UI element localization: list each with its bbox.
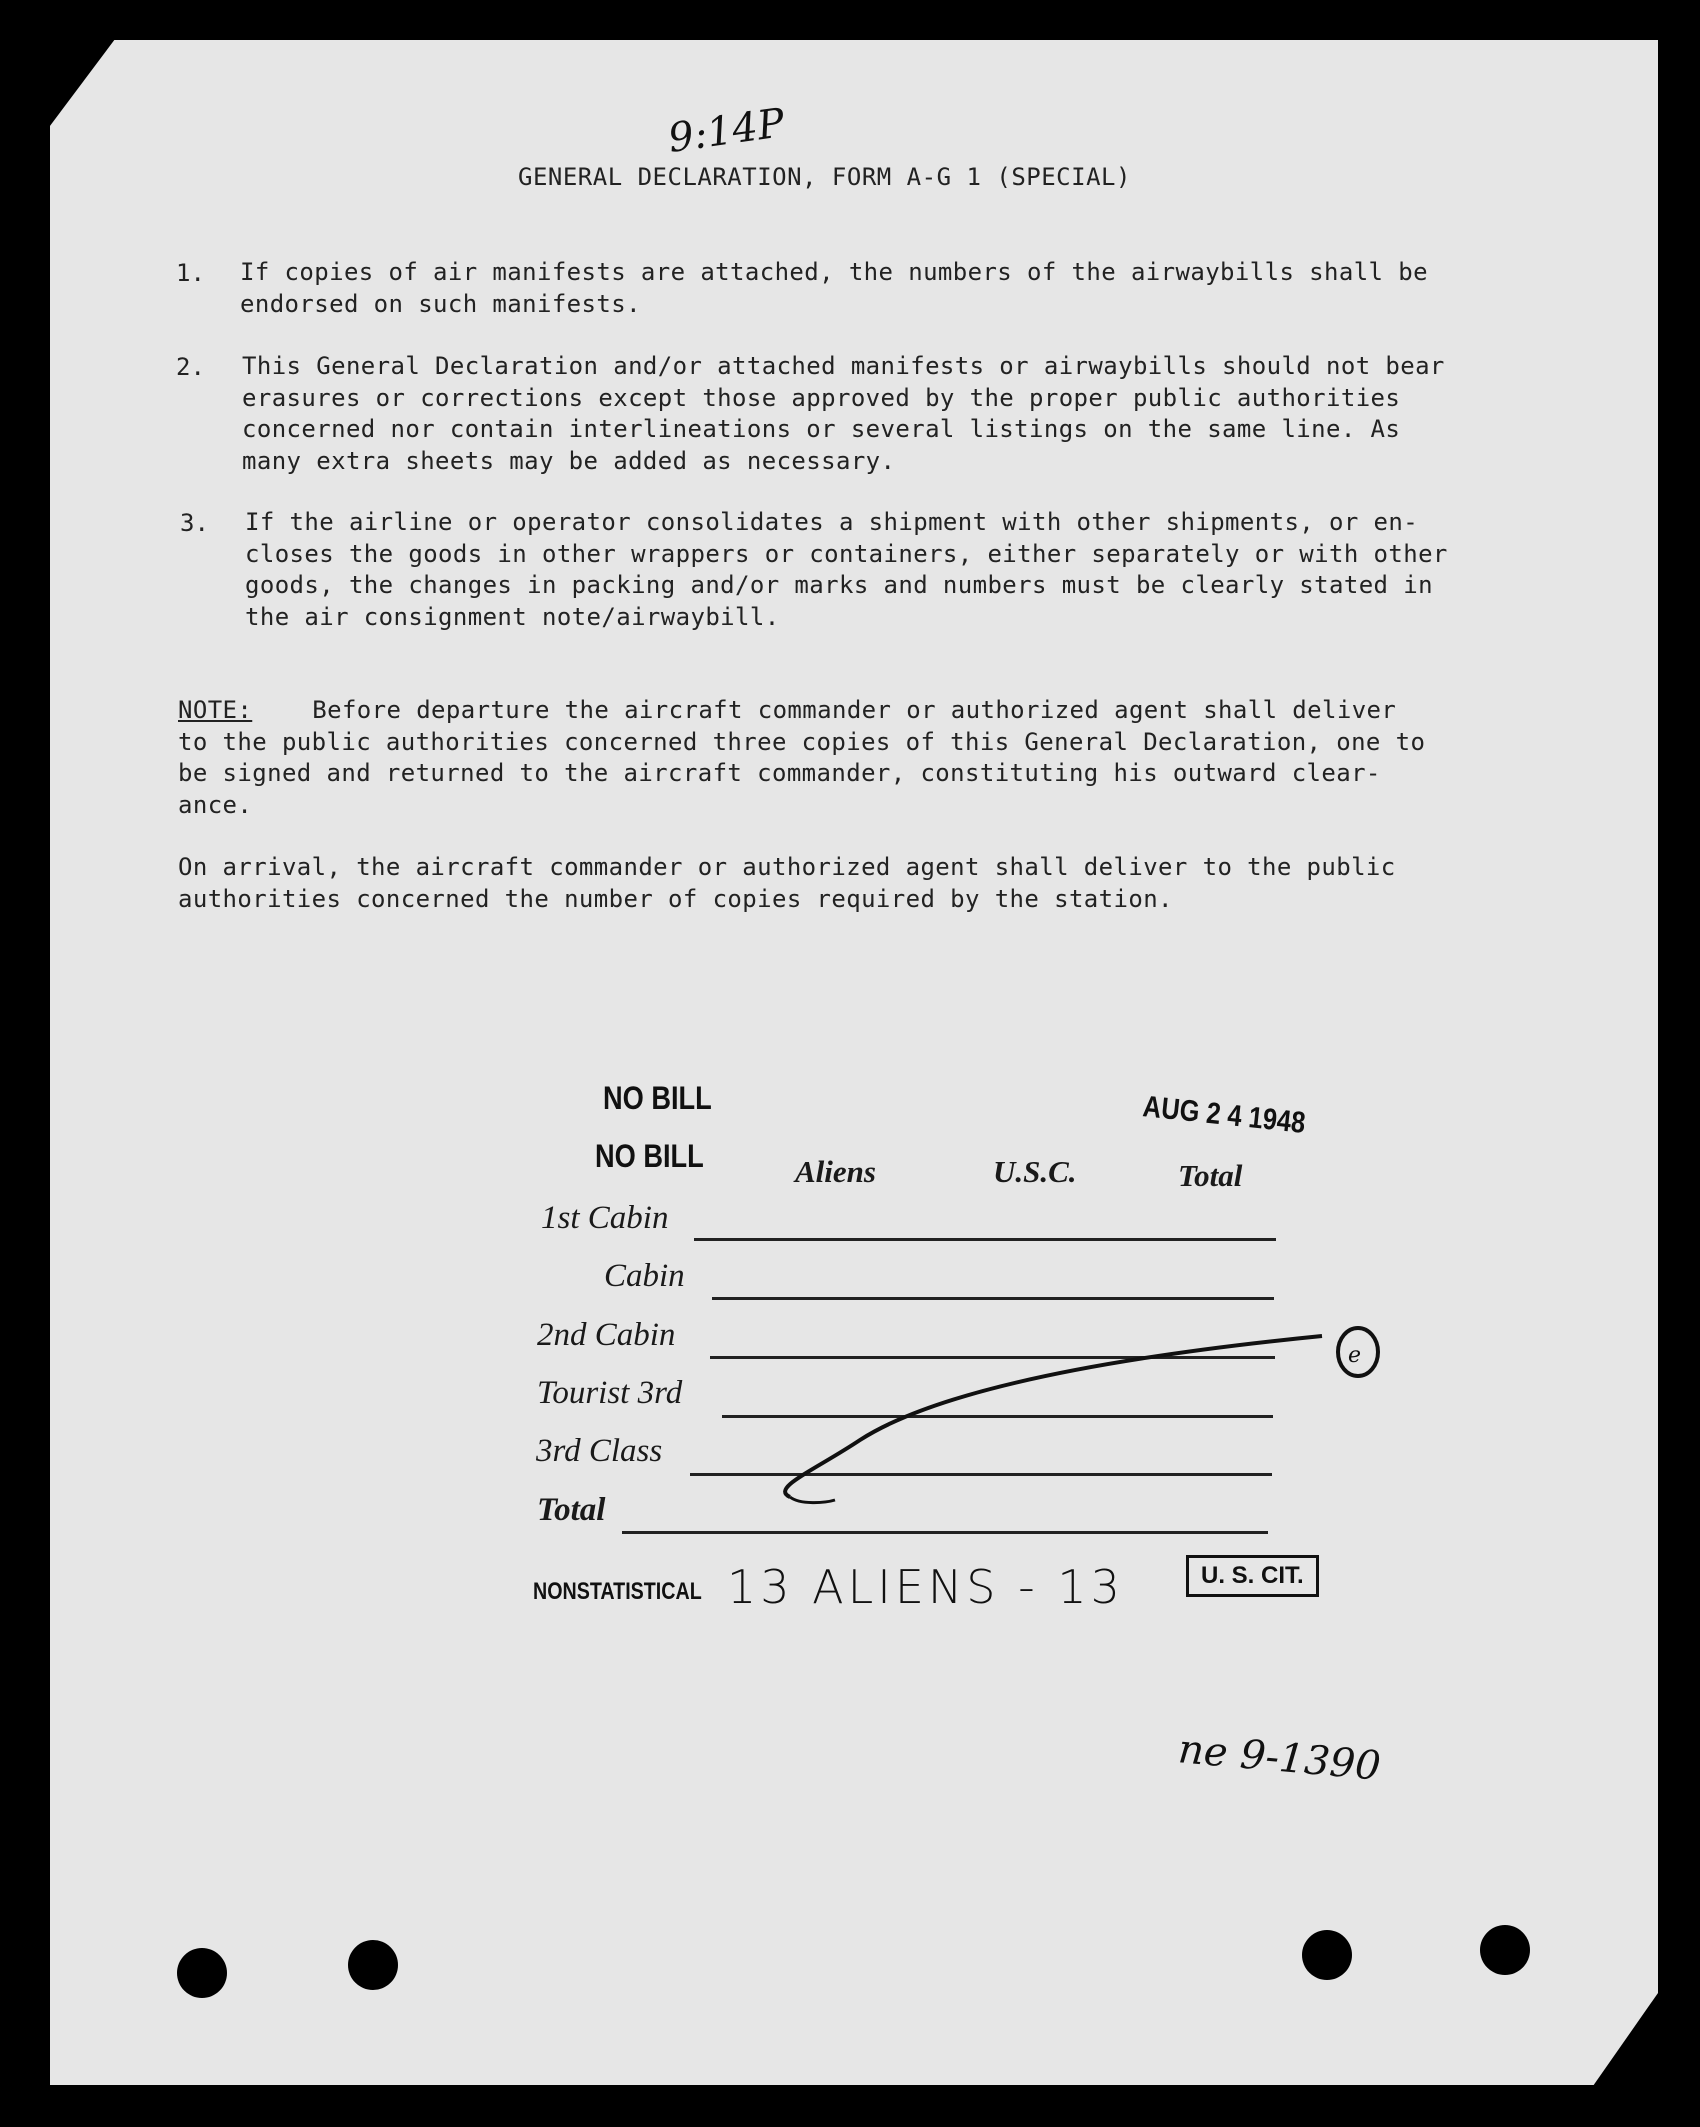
instruction-1-line-2: endorsed on such manifests.	[240, 289, 641, 318]
instruction-2-line-1: This General Declaration and/or attached manifests or airwaybills should not bear	[242, 352, 1445, 380]
instruction-1-number: 1.	[176, 259, 205, 287]
us-cit-stamp: U. S. CIT.	[1186, 1555, 1319, 1597]
note-line-2: to the public authorities concerned three copies of this General Declaration, one to	[178, 727, 1426, 756]
nonstatistical-stamp: NONSTATISTICAL	[533, 1578, 702, 1605]
no-bill-stamp-2: NO BILL	[595, 1138, 704, 1174]
handwritten-alien-count: 13 ALIENS - 13	[727, 1560, 1124, 1614]
handwritten-reference-number: ne 9-1390	[1176, 1726, 1383, 1790]
instruction-2-line-3: concerned nor contain interlineations or several listings on the same line. As	[242, 415, 1401, 443]
form-title: GENERAL DECLARATION, FORM A-G 1 (SPECIAL)	[518, 163, 1131, 191]
row-1st-cabin: 1st Cabin	[541, 1200, 669, 1236]
punch-hole-2	[348, 1940, 398, 1990]
punch-hole-1	[177, 1948, 227, 1998]
note-line-3: be signed and returned to the aircraft commander, constituting his outward clear-	[178, 759, 1381, 787]
row-tourist-3rd: Tourist 3rd	[537, 1375, 683, 1411]
arrival-line-1: On arrival, the aircraft commander or authorized agent shall deliver to the public	[178, 853, 1396, 881]
instruction-2-line-4: many extra sheets may be added as necessary.	[242, 446, 896, 475]
handwritten-time-annotation: 9:14P	[665, 100, 788, 162]
column-total: Total	[1178, 1158, 1243, 1193]
punch-hole-4	[1480, 1925, 1530, 1975]
instruction-3-line-4: the air consignment note/airwaybill.	[245, 602, 780, 631]
punch-hole-3	[1302, 1930, 1352, 1980]
row-total: Total	[537, 1492, 606, 1528]
arrival-line-2: authorities concerned the number of copies required by the station.	[178, 884, 1173, 913]
column-usc: U.S.C.	[993, 1154, 1077, 1189]
note-line-1: Before departure the aircraft commander or authorized agent shall deliver	[312, 696, 1397, 724]
row-cabin: Cabin	[604, 1258, 685, 1294]
svg-text:e: e	[1348, 1343, 1362, 1368]
instruction-1-line-1: If copies of air manifests are attached, the numbers of the airwaybills shall be	[240, 258, 1428, 286]
row-2nd-cabin: 2nd Cabin	[537, 1317, 676, 1353]
date-stamp: AUG 2 4 1948	[1141, 1090, 1307, 1140]
instruction-3-number: 3.	[180, 509, 209, 537]
instruction-3-line-3: goods, the changes in packing and/or marks and numbers must be clearly stated in	[245, 571, 1433, 599]
note-label: NOTE:	[178, 696, 253, 724]
instruction-2-number: 2.	[176, 353, 205, 381]
instruction-2-line-2: erasures or corrections except those approved by the proper public authorities	[242, 383, 1401, 412]
note-line-4: ance.	[178, 790, 253, 819]
row-3rd-class: 3rd Class	[536, 1433, 663, 1469]
instruction-3-line-2: closes the goods in other wrappers or containers, either separately or with other	[245, 539, 1448, 568]
column-aliens: Aliens	[795, 1154, 876, 1189]
instruction-3-line-1: If the airline or operator consolidates a shipment with other shipments, or en-	[245, 508, 1419, 536]
no-bill-stamp-1: NO BILL	[603, 1080, 712, 1116]
